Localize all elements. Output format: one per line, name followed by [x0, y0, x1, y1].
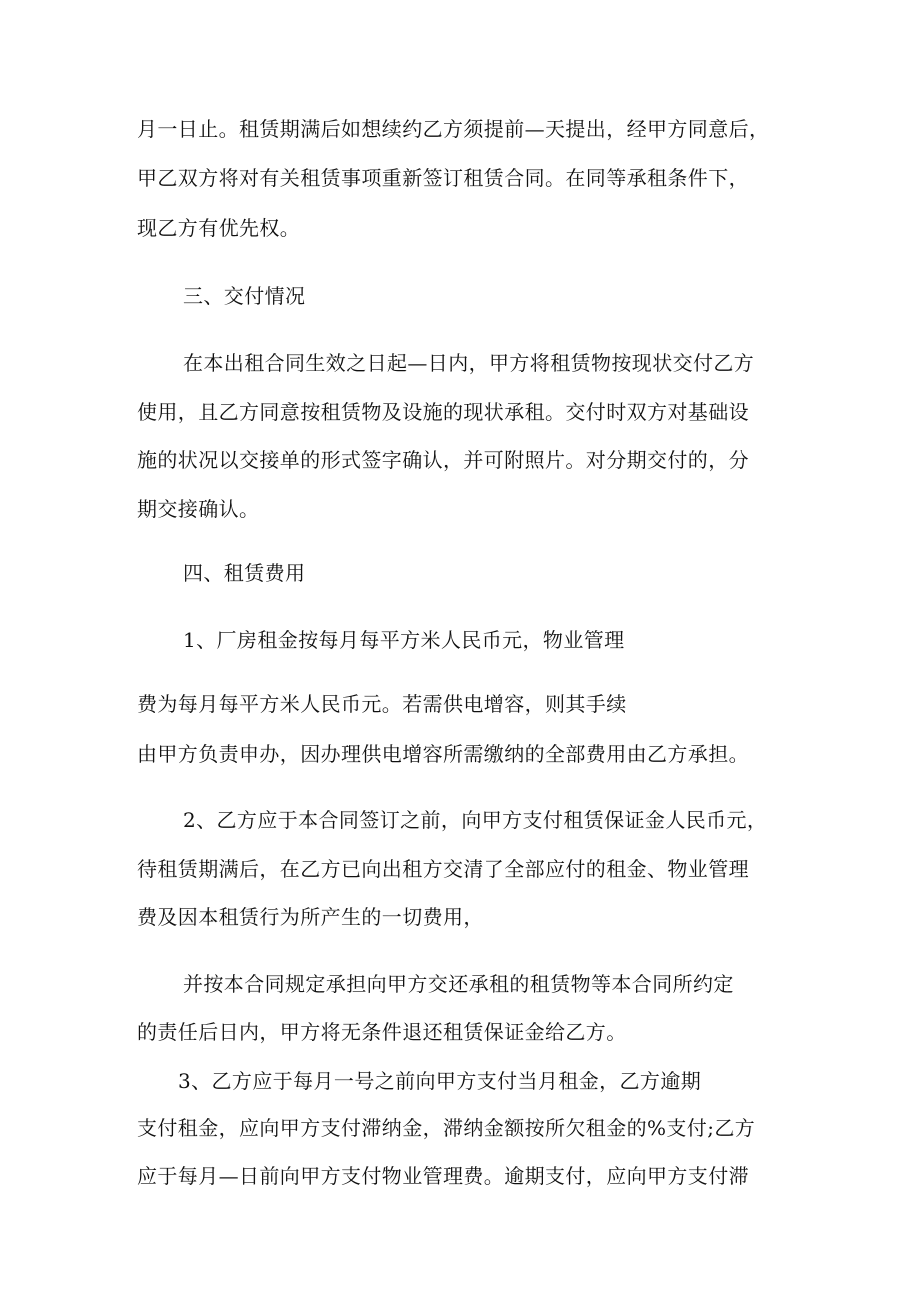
- paragraph-line: 施的状况以交接单的形式签字确认，并可附照片。对分期交付的，分: [137, 448, 749, 472]
- paragraph-line: 月一日止。租赁期满后如想续约乙方须提前—天提出，经甲方同意后，: [137, 117, 770, 141]
- paragraph-line: 1、厂房租金按每月每平方米人民币元，物业管理: [183, 628, 625, 652]
- paragraph-line: 费及因本租赁行为所产生的一切费用，: [137, 905, 484, 929]
- paragraph-line: 甲乙双方将对有关租赁事项重新签订租赁合同。在同等承租条件下，: [137, 166, 749, 190]
- paragraph-line: 使用，且乙方同意按租赁物及设施的现状承租。交付时双方对基础设: [137, 400, 749, 424]
- paragraph-line: 并按本合同规定承担向甲方交还承租的租赁物等本合同所约定: [183, 972, 734, 996]
- section-heading-delivery: 三、交付情况: [183, 284, 306, 308]
- paragraph-line: 3、乙方应于每月一号之前向甲方支付当月租金，乙方逾期: [178, 1069, 702, 1093]
- paragraph-line: 现乙方有优先权。: [137, 216, 301, 240]
- paragraph-line: 在本出租合同生效之日起—日内，甲方将租赁物按现状交付乙方: [183, 351, 755, 375]
- paragraph-line: 的责任后日内，甲方将无条件退还租赁保证金给乙方。: [137, 1020, 627, 1044]
- section-heading-rent-fees: 四、租赁费用: [183, 561, 306, 585]
- paragraph-line: 费为每月每平方米人民币元。若需供电增容，则其手续: [137, 692, 627, 716]
- paragraph-line: 应于每月—日前向甲方支付物业管理费。逾期支付，应向甲方支付滞: [137, 1164, 749, 1188]
- paragraph-line: 2、乙方应于本合同签订之前，向甲方支付租赁保证金人民币元，: [183, 808, 768, 832]
- paragraph-line: 支付租金，应向甲方支付滞纳金，滞纳金额按所欠租金的%支付;乙方: [137, 1116, 756, 1140]
- paragraph-line: 期交接确认。: [137, 497, 260, 521]
- paragraph-line: 由甲方负责申办，因办理供电增容所需缴纳的全部费用由乙方承担。: [137, 742, 749, 766]
- paragraph-line: 待租赁期满后，在乙方已向出租方交清了全部应付的租金、物业管理: [137, 857, 749, 881]
